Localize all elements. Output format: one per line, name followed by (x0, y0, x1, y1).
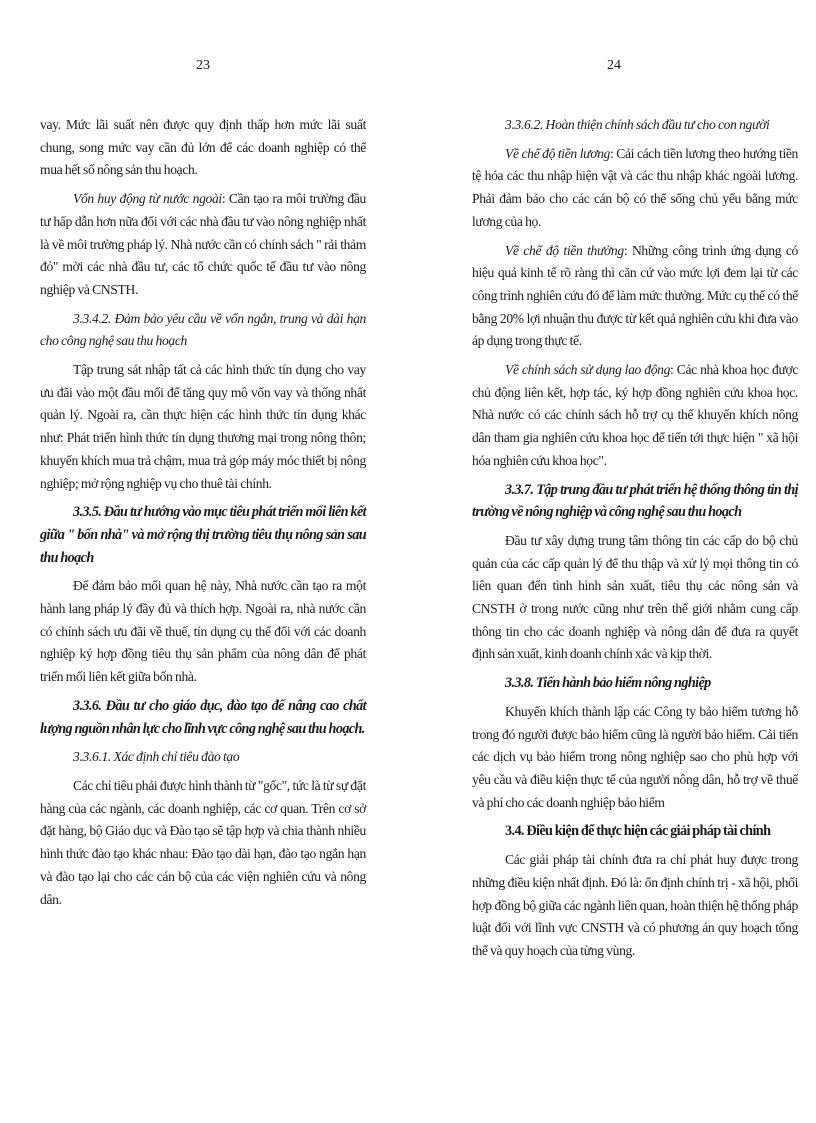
heading-3-3-6-2: 3.3.6.2. Hoàn thiện chính sách đầu tư cho con người (505, 117, 770, 132)
run-in-heading-labor: Về chính sách sử dụng lao động (505, 362, 671, 378)
paragraph-labor-body: : Các nhà khoa học được chủ động liên kết, hợp tác, ký hợp đồng nghiên cứu khoa học. Nhà nước có các chính sách hỗ trợ cụ thể khuyến khích nông dân tham gia nghiên cứu khoa học để tiến tới thực hiện " xã hội hóa nghiên cứu khoa học". (472, 362, 799, 468)
paragraph-foreign-capital-body: : Cần tạo ra môi trường đầu tư hấp dẫn hơn nữa đối với các nhà đầu tư vào nông nghiệp nhất là về môi trường pháp lý. Nhà nước cần có chính sách " rải thảm đỏ" mời các nhà đầu tư, các tổ chức quốc tế đầu tư vào nông nghiệp và CNSTH. (40, 191, 366, 297)
heading-3-3-6: 3.3.6. Đầu tư cho giáo dục, đào tạo để nâng cao chất lượng nguồn nhân lực cho lĩnh vực công nghệ sau thu hoạch. (40, 697, 366, 737)
paragraph-information-center: Đầu tư xây dựng trung tâm thông tin các cấp do bộ chủ quản của các cấp quản lý để thu thập và xử lý mọi thông tin có liên quan đến tình hình sản xuất, tiêu thụ các nông sản và CNSTH ở trong nước cũng như trên thế giới nhằm cung cấp thông tin cho các doanh nghiệp và nông dân để đưa ra quyết định sản xuất, kinh doanh chính xác và kịp thời. (472, 532, 798, 662)
run-in-heading-bonus: Về chế độ tiền thưởng (505, 242, 624, 258)
run-in-heading-salary: Về chế độ tiền lương (505, 145, 610, 161)
page-number-left: 23 (196, 58, 210, 73)
heading-3-3-8: 3.3.8. Tiến hành bảo hiểm nông nghiệp (505, 675, 711, 692)
paragraph-labor (472, 359, 798, 473)
paragraph-salary (472, 143, 798, 234)
right-page-column (472, 114, 798, 969)
paragraph-training-targets: Các chỉ tiêu phải được hình thành từ "gốc", tức là từ sự đặt hàng của các ngành, các doanh nghiệp, các cơ quan. Trên cơ sở đặt hàng, bộ Giáo dục và Đào tạo sẽ tập hợp và chia thành nhiều hình thức đào tạo khác nhau: Đào tạo dài hạn, đào tạo ngắn hạn và đào tạo lại cho các cán bộ của các viện nghiên cứu và nông dân. (40, 777, 366, 907)
left-page-column (40, 114, 366, 917)
paragraph-loan-rate: vay. Mức lãi suất nên được quy định thấp hơn mức lãi suất chung, song mức vay cần đủ lớn để các doanh nghiệp có thể mua hết số nông sản thu hoạch. (40, 117, 366, 178)
paragraph-bonus (472, 240, 798, 354)
heading-3-3-5: 3.3.5. Đầu tư hướng vào mục tiêu phát triển mối liên kết giữa " bốn nhà" và mở rộng thị trường tiêu thụ nông sản sau thu hoạch (40, 504, 366, 566)
paragraph-foreign-capital (40, 188, 366, 302)
heading-3-3-6-1: 3.3.6.1. Xác định chỉ tiêu đào tạo (73, 749, 240, 765)
paragraph-conditions: Các giải pháp tài chính đưa ra chỉ phát huy được trong những điều kiện nhất định. Đó là: ổn định chính trị - xã hội, phối hợp đồng bộ giữa các ngành liên quan, hoàn thiện hệ thống pháp luật đối với lĩnh vực CNSTH và có phương án quy hoạch tổng thể và quy hoạch của từng vùng. (472, 852, 798, 958)
paragraph-credit-consolidation: Tập trung sát nhập tất cả các hình thức tín dụng cho vay ưu đãi vào một đầu mối để tăng quy mô vốn vay và thống nhất quản lý. Ngoài ra, cần thực hiện các hình thức tín dụng khác như: Phát triển hình thức tín dụng thương mại trong nông thôn; khuyến khích mua trả chậm, mua trả góp máy móc thiết bị nông nghiệp; mở rộng nghiệp vụ cho thuê tài chính. (40, 362, 366, 491)
paragraph-insurance: Khuyến khích thành lập các Công ty bảo hiểm tương hỗ trong đó người được bảo hiểm cũng là người bảo hiểm. Cải tiến các dịch vụ bảo hiểm trong nông nghiệp sao cho phù hợp với yêu cầu và điều kiện thực tế của người nông dân, hỗ trợ về thuế và phí cho các doanh nghiệp bảo hiểm (472, 703, 798, 810)
paragraph-four-parties: Để đảm bảo mối quan hệ này, Nhà nước cần tạo ra một hành lang pháp lý đầy đủ và thích hợp. Ngoài ra, nhà nước cần có chính sách ưu đãi về thuế, tín dụng cụ thể đối với các doanh nghiệp ký hợp đồng tiêu thụ sản phẩm của nông dân để phát triển mối liên kết giữa bốn nhà. (40, 578, 366, 685)
run-in-heading-foreign-capital: Vốn huy động từ nước ngoài (73, 191, 222, 207)
heading-3-3-7: 3.3.7. Tập trung đầu tư phát triển hệ thống thông tin thị trường về nông nghiệp và công nghệ sau thu hoạch (472, 481, 798, 521)
heading-3-3-4-2: 3.3.4.2. Đảm bảo yêu cầu về vốn ngắn, trung và dài hạn cho công nghệ sau thu hoạch (40, 310, 366, 349)
paragraph-salary-body: : Cải cách tiền lương theo hướng tiền tệ hóa các thu nhập hiện vật và các thu nhập khác ngoài lương. Phải đảm bảo cho các cán bộ có thể sống chủ yếu bằng mức lương của họ. (472, 145, 799, 229)
heading-3-4: 3.4. Điều kiện để thực hiện các giải pháp tài chính (505, 823, 771, 840)
paragraph-bonus-body: : Những công trình ứng dụng có hiệu quả kinh tế rõ ràng thì căn cứ vào mức lợi đem lại từ các công trình nghiên cứu đó để làm mức thưởng. Mức cụ thể có thể bằng 20% lợi nhuận thu được từ kết quả nghiên cứu khi đưa vào áp dụng trong thực tế. (472, 242, 798, 349)
page-number-right: 24 (607, 58, 621, 73)
